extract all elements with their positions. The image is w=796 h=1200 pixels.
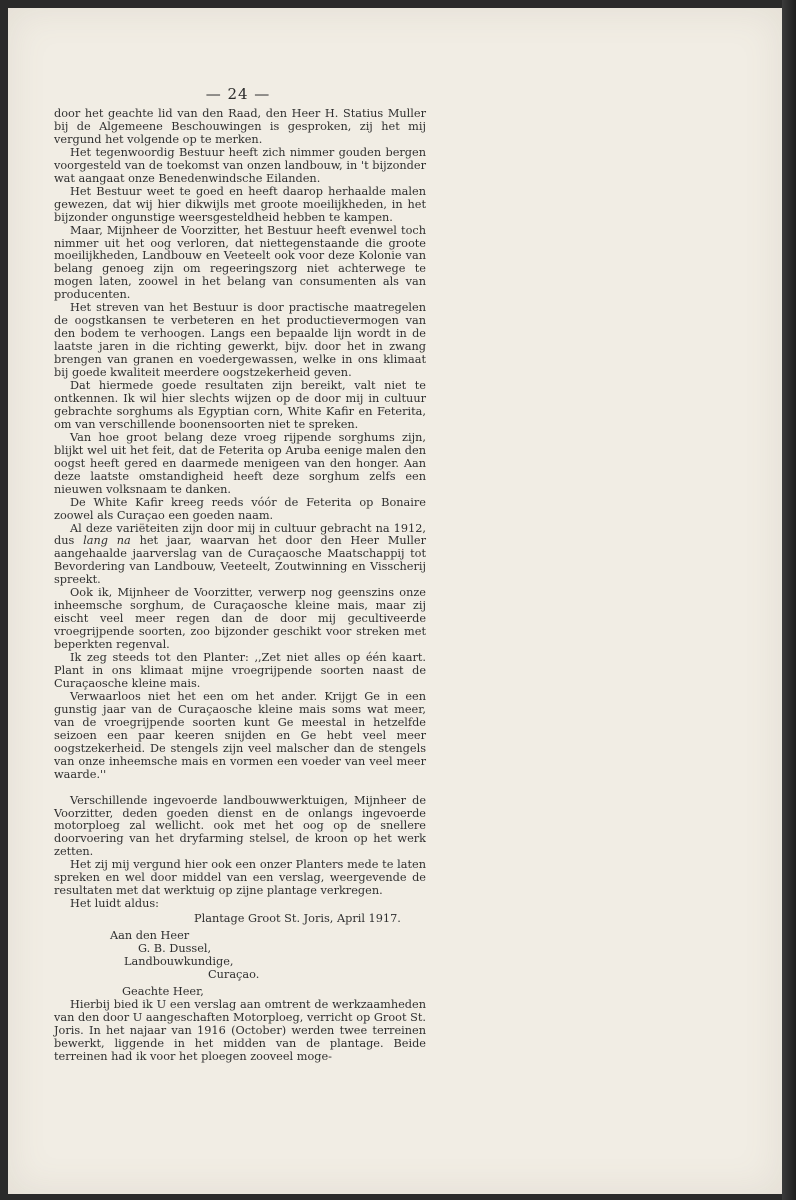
paragraph: Ik zeg steeds tot den Planter: ,,Zet niet alles op één kaart. Plant in ons klimaat mijne vroegrijpende soorten naast de Curaçaosche kleine mais. (54, 651, 426, 690)
letter-addressee-line: Landbouwkundige, (124, 955, 234, 968)
document-page (8, 8, 782, 1194)
paragraph: De White Kafir kreeg reeds vóór de Feterita op Bonaire zoowel als Curaçao een goeden naam. (54, 495, 426, 522)
body-text (54, 108, 426, 1064)
letter-addressee-line: G. B. Dussel, (138, 942, 212, 956)
paragraph: Het Bestuur weet te goed en heeft daarop herhaalde malen gewezen, dat wij hier dikwijls met groote moeilijkheden, in het bijzonder ongunstige weersgesteldheid hebben te kampen. (54, 184, 426, 224)
page-number: — 24 — (205, 85, 271, 103)
paragraph: Van hoe groot belang deze vroeg rijpende sorghums zijn, blijkt wel uit het feit, dat de Feterita op Aruba eenige malen den oogst heeft gered en daarmede menigeen van den honger. Aan deze laatste omstandigheid heeft deze sorghum zelfs een nieuwen volksnaam te danken. (54, 430, 426, 496)
paragraph: Verwaarloos niet het een om het ander. Krijgt Ge in een gunstig jaar van de Curaçaosche kleine mais soms wat meer, van de vroegrijpende soorten kunt Ge meestal in hetzelfde seizoen een paar keeren snijden en Ge hebt veel meer oogstzekerheid. De stengels zijn veel malscher dan de stengels van onze inheemsche mais en vormen een voeder van veel meer waarde.'' (54, 689, 426, 781)
paragraph-1912-italic: lang na (83, 534, 131, 548)
letter-addressee-line: Aan den Heer (110, 929, 190, 943)
paragraph: Het luidt aldus: (70, 897, 159, 911)
paragraph: Maar, Mijnheer de Voorzitter, het Bestuur heeft evenwel toch nimmer uit het oog verloren, dat niettegenstaande die groote moeilijkheden, Landbouw en Veeteelt ook voor deze Kolonie van belang genoeg zijn om regeeringszorg niet achterwege te mogen laten, zoowel in het belang van consumenten als van producenten. (54, 223, 426, 302)
page-edge-shadow (782, 0, 796, 1200)
paragraph: Het tegenwoordig Bestuur heeft zich nimmer gouden bergen voorgesteld van de toekomst van onzen landbouw, in 't bijzonder wat aangaat onze Benedenwindsche Eilanden. (54, 145, 426, 185)
letter-addressee-line: Curaçao. (208, 967, 260, 981)
paragraph: door het geachte lid van den Raad, den Heer H. Statius Muller bij de Algemeene Beschouwingen is gesproken, zij het mij vergund het volgende op te merken. (54, 107, 426, 146)
paragraph: Het zij mij vergund hier ook een onzer Planters mede te laten spreken en wel door middel van een verslag, weergevende de resultaten met dat werktuig op zijne plantage verkregen. (54, 858, 426, 898)
letter-body: Hierbij bied ik U een verslag aan omtrent de werkzaamheden van den door U aangeschaften Motorploeg, verricht op Groot St. Joris. In het najaar van 1916 (October) werden twee terreinen bewerkt, liggende in het midden van de plantage. Beide terreinen had ik voor het ploegen zooveel moge- (54, 997, 426, 1063)
paragraph: Ook ik, Mijnheer de Voorzitter, verwerp nog geenszins onze inheemsche sorghum, de Curaçaosche kleine mais, maar zij eischt veel meer regen dan de door mij gecultiveerde vroegrijpende soorten, zoo bijzonder geschikt voor streken met beperkten regenval. (54, 586, 426, 652)
letter-salutation: Geachte Heer, (122, 984, 204, 998)
paragraph: Dat hiermede goede resultaten zijn bereikt, valt niet te ontkennen. Ik wil hier slechts wijzen op de door mij in cultuur gebrachte sorghums als Egyptian corn, White Kafir en Feterita, om van verschillende boonensoorten niet te spreken. (54, 379, 426, 431)
paragraph-1912-after: het jaar, waarvan het door den Heer Muller aangehaalde jaarverslag van de Curaçaosche Maatschappij tot Bevordering van Landbouw, Veeteelt, Zoutwinning en Visscherij spreekt. (54, 534, 426, 587)
paragraph-gap (54, 782, 426, 795)
paragraph-1912 (54, 523, 426, 588)
paragraph: Verschillende ingevoerde landbouwwerktuigen, Mijnheer de Voorzitter, deden goeden dienst en de onlangs ingevoerde motorploeg zal wellicht. ook met het oog op de snellere doorvoering van het dryfarming stelsel, de kroon op het werk zetten. (54, 793, 426, 859)
letter-date: Plantage Groot St. Joris, April 1917. (194, 912, 401, 926)
paragraph-1912-before: Al deze variëteiten zijn door mij in cultuur gebracht na 1912, dus (54, 521, 426, 548)
paragraph: Het streven van het Bestuur is door practische maatregelen de oogstkansen te verbeteren en het productievermogen van den bodem te verhoogen. Langs een bepaalde lijn wordt in de laatste jaren in die richting gewerkt, bijv. door het in zwang brengen van granen en voedergewassen, welke in ons klimaat bij goede kwaliteit meerdere oogstzekerheid geven. (54, 301, 426, 380)
